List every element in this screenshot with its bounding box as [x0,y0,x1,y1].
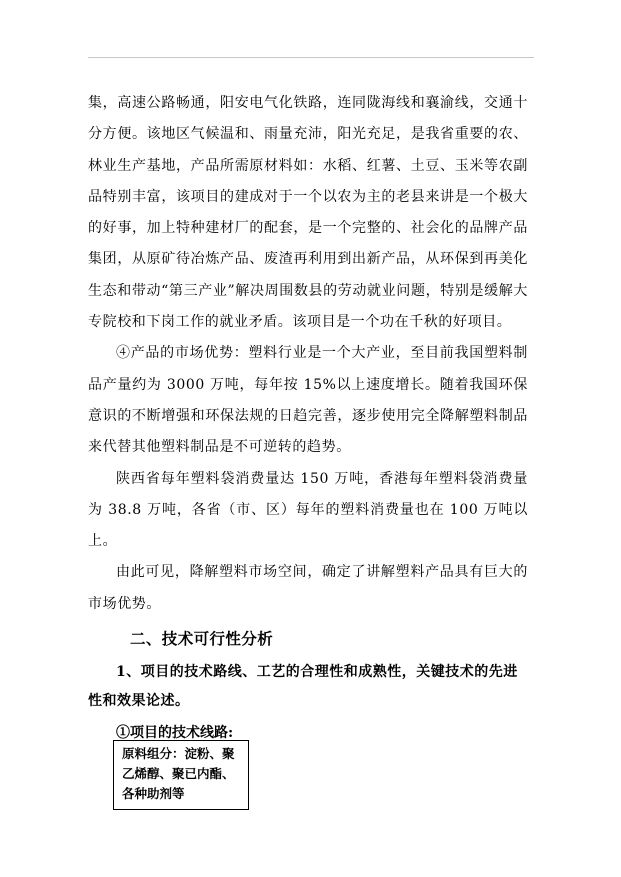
subheading-technical-route: 1、项目的技术路线、工艺的合理性和成熟性，关键技术的先进性和效果论述。 [88,664,518,710]
paragraph-consumption: 陕西省每年塑料袋消费量达 150 万吨，香港每年塑料袋消费量为 38.8 万吨，各省（市、区）每年的塑料消费量也在 100 万吨以上。 [88,470,528,550]
raw-material-box: 原料组分：淀粉、聚乙烯醇、聚已内酯、各种助剂等 [113,740,249,810]
section-heading: 二、技术可行性分析 [130,630,274,649]
paragraph-market-advantage: ④产品的市场优势：塑料行业是一个大产业，至目前我国塑料制品产量约为 3000 万吨，每年按 15%以上速度增长。随着我国环保意识的不断增强和环保法规的日趋完善，逐步使用完全降解塑料制品来代替其他塑料制品是不可逆转的趋势。 [88,345,528,456]
document-body [88,88,528,748]
header-rule [88,57,534,58]
paragraph-conclusion: 由此可见，降解塑料市场空间，确定了讲解塑料产品具有巨大的市场优势。 [88,564,528,612]
technical-route-heading: ①项目的技术线路: [116,725,234,742]
paragraph-location-advantages: 集，高速公路畅通，阳安电气化铁路，连同陇海线和襄渝线，交通十分方便。该地区气候温和、雨量充沛，阳光充足，是我省重要的农、林业生产基地，产品所需原材料如：水稻、红薯、土豆、玉米等农副品特别丰富，该项目的建成对于一个以农为主的老县来讲是一个极大的好事，加上特种建材厂的配套，是一个完整的、社会化的品牌产品集团，从原矿待冶炼产品、废渣再利用到出新产品，从环保到再美化生态和带动“第三产业”解决周围数县的劳动就业问题，特别是缓解大专院校和下岗工作的就业矛盾。该项目是一个功在千秋的好项目。 [88,95,528,331]
